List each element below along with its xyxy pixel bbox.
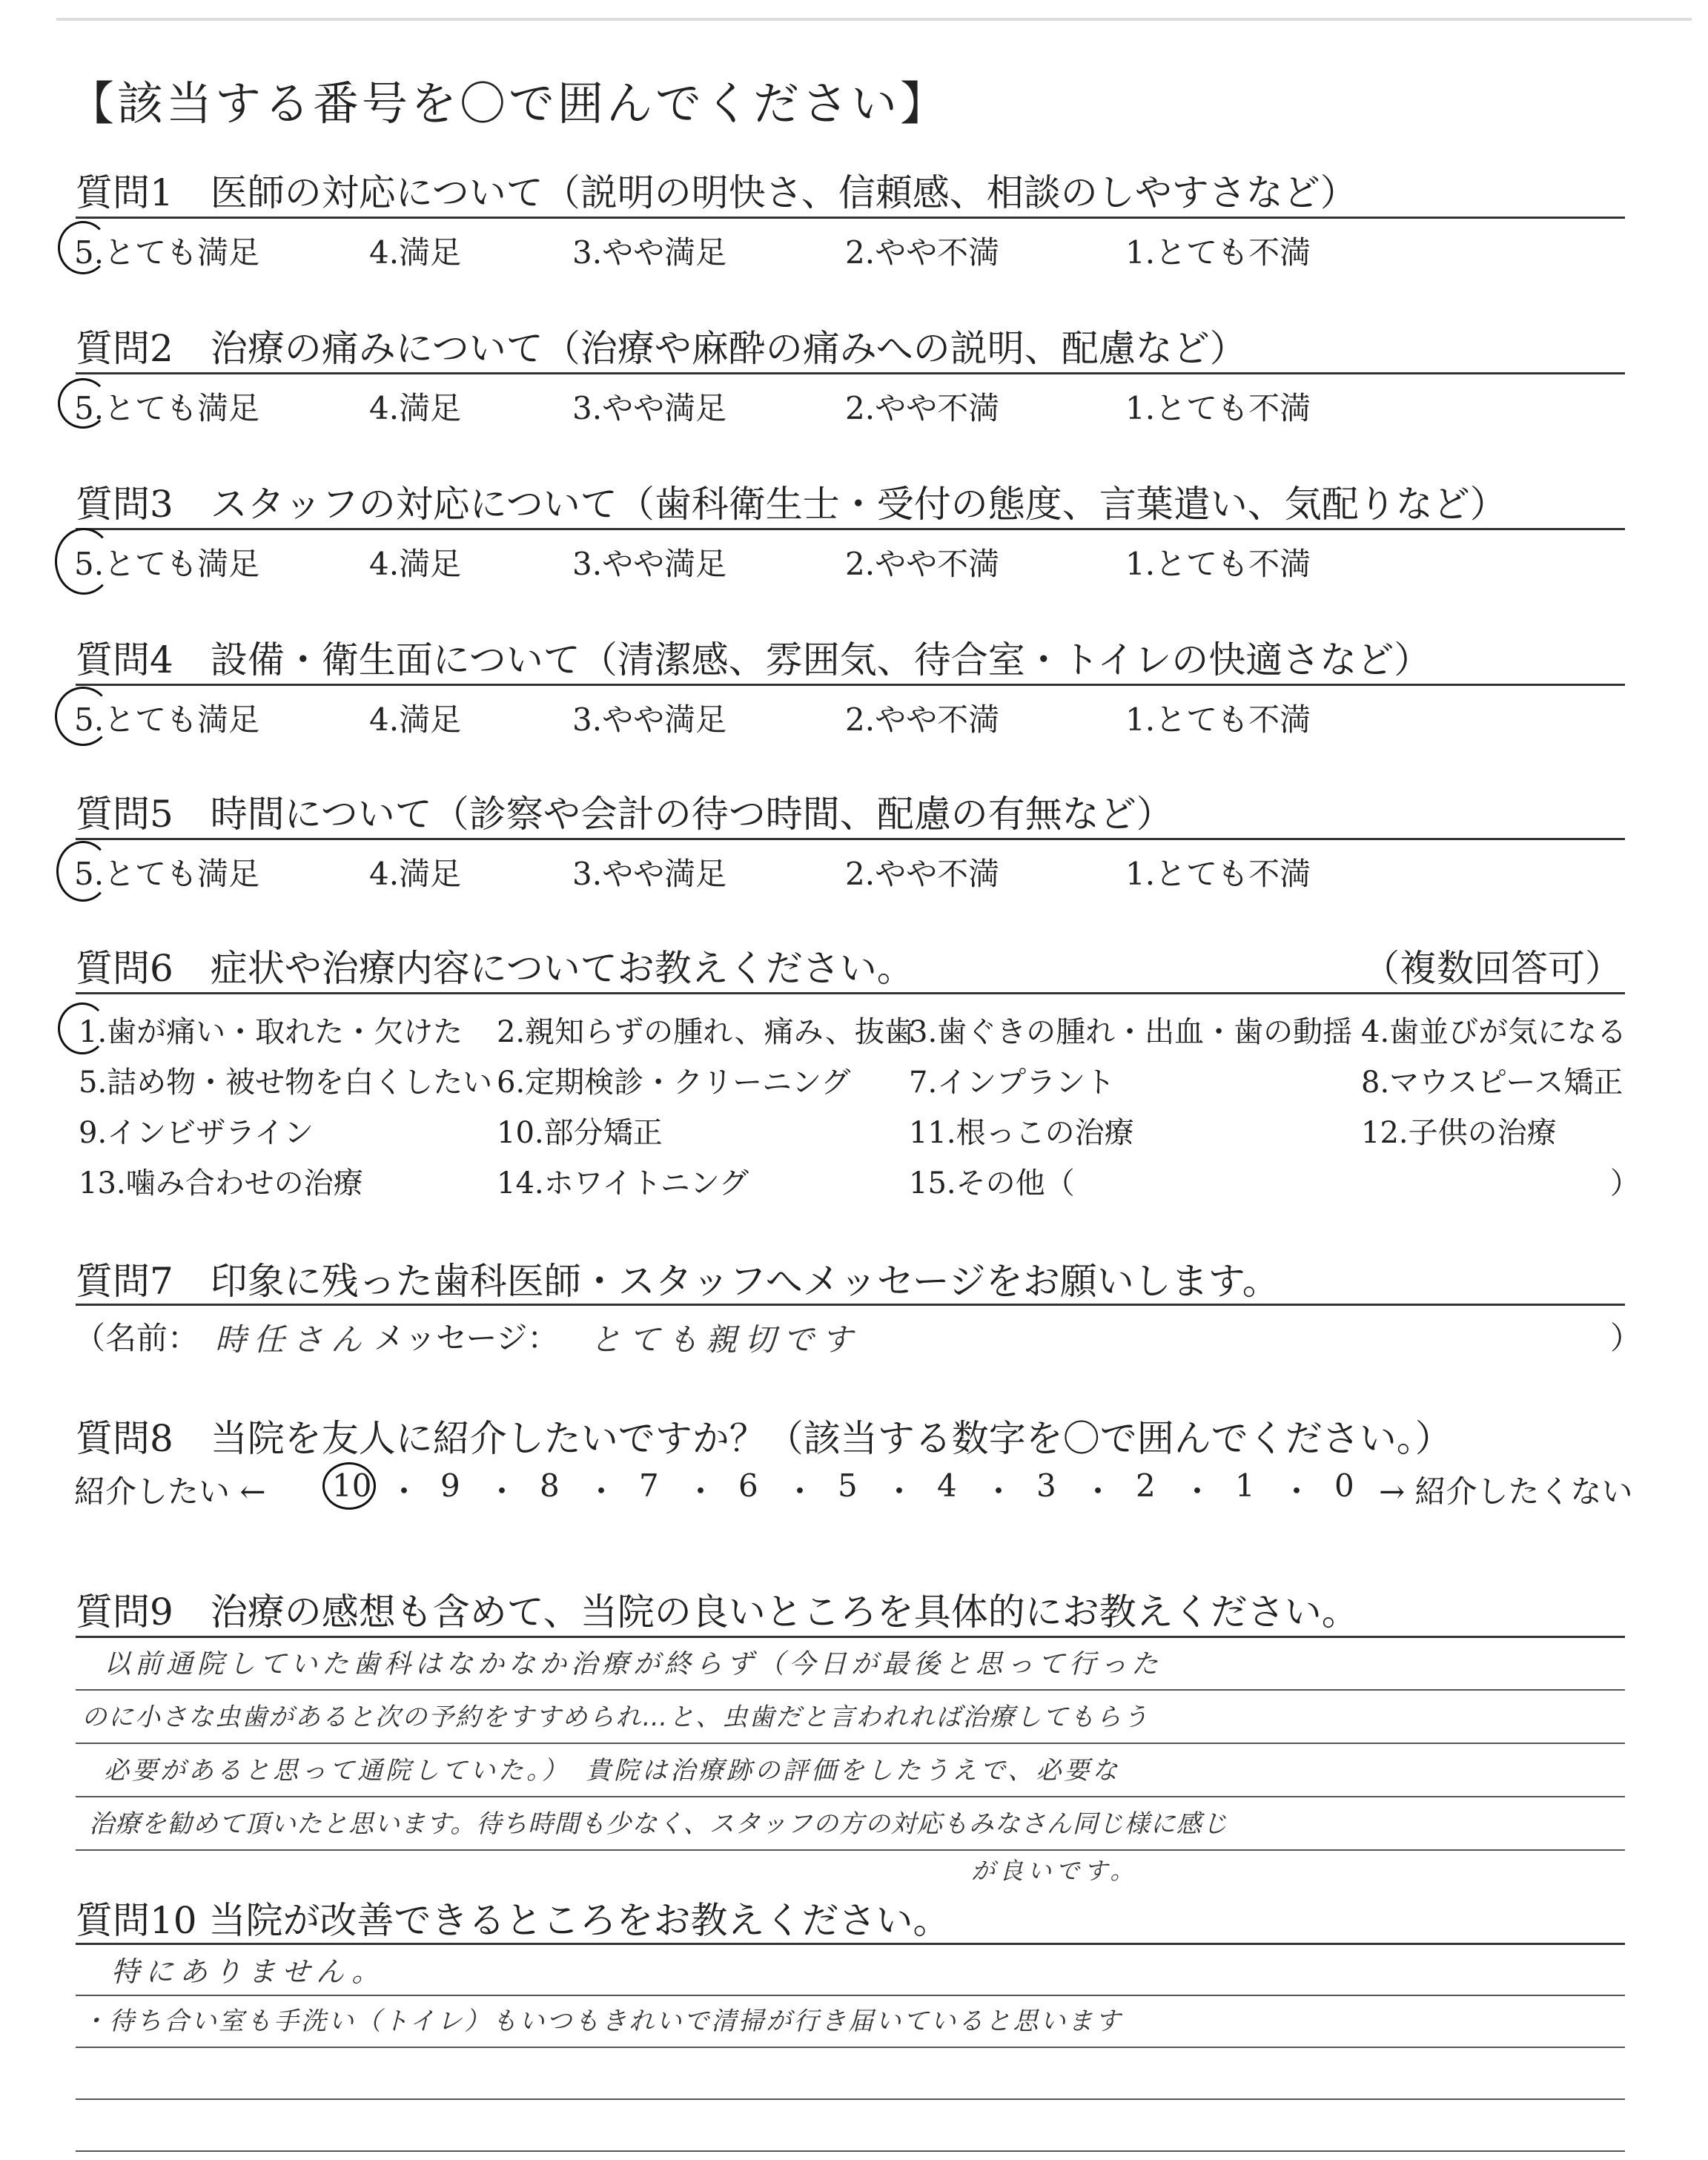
option-5[interactable]: 5.とても満足 [74,701,260,738]
q6-option-2[interactable]: 2.親知らずの腫れ、痛み、抜歯 [497,1015,914,1049]
q9-answer-line-2[interactable]: のに小さな虫歯があると次の予約をすすめられ…と、虫歯だと言われれば治療してもらう [82,1702,1150,1732]
selection-circle [58,221,108,274]
scale-left-label: 紹介したい ← [74,1473,266,1510]
scale-separator: ・ [685,1473,717,1510]
q6-option-11[interactable]: 11.根っこの治療 [909,1116,1134,1150]
scale-separator: ・ [1182,1473,1214,1510]
question-2: 質問2 治療の痛みについて（治療や麻酔の痛みへの説明、配慮など） [76,327,1247,370]
option-4[interactable]: 4.満足 [369,234,462,271]
option-2[interactable]: 2.やや不満 [845,390,1000,426]
option-3[interactable]: 3.やや満足 [572,234,727,271]
scale-separator: ・ [784,1473,816,1510]
name-value[interactable]: 時任さん [215,1321,370,1358]
selection-circle [58,378,108,429]
q6-option-7[interactable]: 7.インプラント [909,1066,1116,1100]
option-2[interactable]: 2.やや不満 [845,701,1000,738]
q6-option-14[interactable]: 14.ホワイトニング [497,1166,749,1200]
option-3[interactable]: 3.やや満足 [572,546,727,582]
writing-line [76,1796,1625,1797]
option-3[interactable]: 3.やや満足 [572,390,727,426]
message-close: ） [1610,1320,1642,1356]
q6-option-9[interactable]: 9.インビザライン [79,1116,314,1150]
name-label: （名前： [74,1320,199,1356]
option-3[interactable]: 3.やや満足 [572,701,727,738]
question-7: 質問7 印象に残った歯科医師・スタッフへメッセージをお願いします。 [76,1260,1280,1303]
option-1[interactable]: 1.とても不満 [1125,390,1311,426]
scale-number-1[interactable]: 1 [1235,1467,1255,1504]
q9-answer-line-1[interactable]: 以前通院していた歯科はなかなか治療が終らず（今日が最後と思って行った [104,1649,1163,1680]
option-1[interactable]: 1.とても不満 [1125,546,1311,582]
q9-answer-line-5[interactable]: が良いです。 [971,1857,1139,1885]
q6-option-1[interactable]: 1.歯が痛い・取れた・欠けた [79,1015,463,1049]
option-4[interactable]: 4.満足 [369,856,462,892]
scale-number-8[interactable]: 8 [540,1467,560,1504]
q6-option-15[interactable]: 15.その他（ [909,1166,1075,1200]
question-4: 質問4 設備・衛生面について（清潔感、雰囲気、待合室・トイレの快適さなど） [76,638,1431,681]
scale-number-2[interactable]: 2 [1136,1467,1156,1504]
scale-number-9[interactable]: 9 [440,1467,460,1504]
selection-circle [56,841,110,902]
scale-number-10[interactable]: 10 [332,1467,372,1504]
option-1[interactable]: 1.とても不満 [1125,701,1311,738]
writing-line [76,1689,1625,1691]
option-4[interactable]: 4.満足 [369,546,462,582]
question-6-note: （複数回答可） [1363,947,1622,990]
message-label: メッセージ： [374,1320,559,1356]
q6-option-3[interactable]: 3.歯ぐきの腫れ・出血・歯の動揺 [909,1015,1353,1049]
scale-right-label: → 紹介したくない [1379,1473,1633,1510]
scale-separator: ・ [983,1473,1015,1510]
option-2[interactable]: 2.やや不満 [845,546,1000,582]
scale-number-5[interactable]: 5 [838,1467,858,1504]
question-9: 質問9 治療の感想も含めて、当院の良いところを具体的にお教えください。 [76,1591,1359,1634]
scale-number-6[interactable]: 6 [738,1467,758,1504]
scale-separator: ・ [586,1473,618,1510]
divider [76,838,1625,840]
divider [76,1943,1625,1945]
top-border [56,18,1692,21]
divider [76,992,1625,994]
option-5[interactable]: 5.とても満足 [74,856,260,892]
question-5: 質問5 時間について（診察や会計の待つ時間、配慮の有無など） [76,793,1174,836]
writing-line [76,2047,1625,2048]
scale-separator: ・ [884,1473,916,1510]
q6-option-12[interactable]: 12.子供の治療 [1361,1116,1557,1150]
page-title: 【該当する番号を〇で囲んでください】 [68,76,950,131]
writing-line [76,1995,1625,1996]
scale-number-7[interactable]: 7 [639,1467,659,1504]
option-1[interactable]: 1.とても不満 [1125,856,1311,892]
divider [76,217,1625,219]
writing-line [76,1743,1625,1744]
option-2[interactable]: 2.やや不満 [845,234,1000,271]
writing-line [76,2098,1625,2100]
selection-circle [55,528,113,595]
q6-option-6[interactable]: 6.定期検診・クリーニング [497,1066,851,1100]
option-5[interactable]: 5.とても満足 [74,546,260,582]
divider [76,1636,1625,1638]
question-8: 質問8 当院を友人に紹介したいですか？（該当する数字を〇で囲んでください。） [76,1417,1452,1460]
scale-number-3[interactable]: 3 [1036,1467,1056,1504]
scale-separator: ・ [1281,1473,1313,1510]
q9-answer-line-4[interactable]: 治療を勧めて頂いたと思います。待ち時間も少なく、スタッフの方の対応もみなさん同じ様に感じ [89,1809,1228,1839]
scale-separator: ・ [388,1473,420,1510]
divider [76,684,1625,686]
q9-answer-line-3[interactable]: 必要があると思って通院していた。） 貴院は治療跡の評価をしたうえで、必要な [104,1756,1121,1786]
divider [76,372,1625,374]
selection-circle [58,1003,107,1054]
writing-line [76,1849,1625,1851]
option-4[interactable]: 4.満足 [369,701,462,738]
question-6: 質問6 症状や治療内容についてお教えください。 [76,947,914,990]
scale-separator: ・ [1082,1473,1114,1510]
option-5[interactable]: 5.とても満足 [74,234,260,271]
option-4[interactable]: 4.満足 [369,390,462,426]
option-1[interactable]: 1.とても不満 [1125,234,1311,271]
selection-circle [55,687,111,746]
writing-line [76,2150,1625,2152]
q6-option-4[interactable]: 4.歯並びが気になる [1361,1015,1627,1049]
q6-option-13[interactable]: 13.噛み合わせの治療 [79,1166,363,1200]
q10-answer-line-2[interactable]: ・待ち合い室も手洗い（トイレ）もいつもきれいで清掃が行き届いていると思います [82,2007,1123,2036]
option-2[interactable]: 2.やや不満 [845,856,1000,892]
q6-option-5[interactable]: 5.詰め物・被せ物を白くしたい [79,1066,493,1100]
divider [76,528,1625,530]
scale-separator: ・ [486,1473,518,1510]
selection-circle [322,1462,376,1510]
question-1: 質問1 医師の対応について（説明の明快さ、信頼感、相談のしやすさなど） [76,171,1357,214]
option-5[interactable]: 5.とても満足 [74,390,260,426]
message-value[interactable]: とても親切です [590,1321,861,1358]
divider [76,1304,1625,1306]
q10-answer-line-1[interactable]: 特にありません。 [111,1955,386,1988]
q6-option-15-close: ） [1610,1166,1640,1200]
question-3: 質問3 スタッフの対応について（歯科衛生士・受付の態度、言葉遣い、気配りなど） [76,483,1507,526]
scale-number-4[interactable]: 4 [937,1467,957,1504]
q6-option-10[interactable]: 10.部分矯正 [497,1116,663,1150]
scale-number-0[interactable]: 0 [1334,1467,1354,1504]
option-3[interactable]: 3.やや満足 [572,856,727,892]
question-10: 質問10 当院が改善できるところをお教えください。 [76,1899,950,1942]
q6-option-8[interactable]: 8.マウスピース矯正 [1361,1066,1623,1100]
